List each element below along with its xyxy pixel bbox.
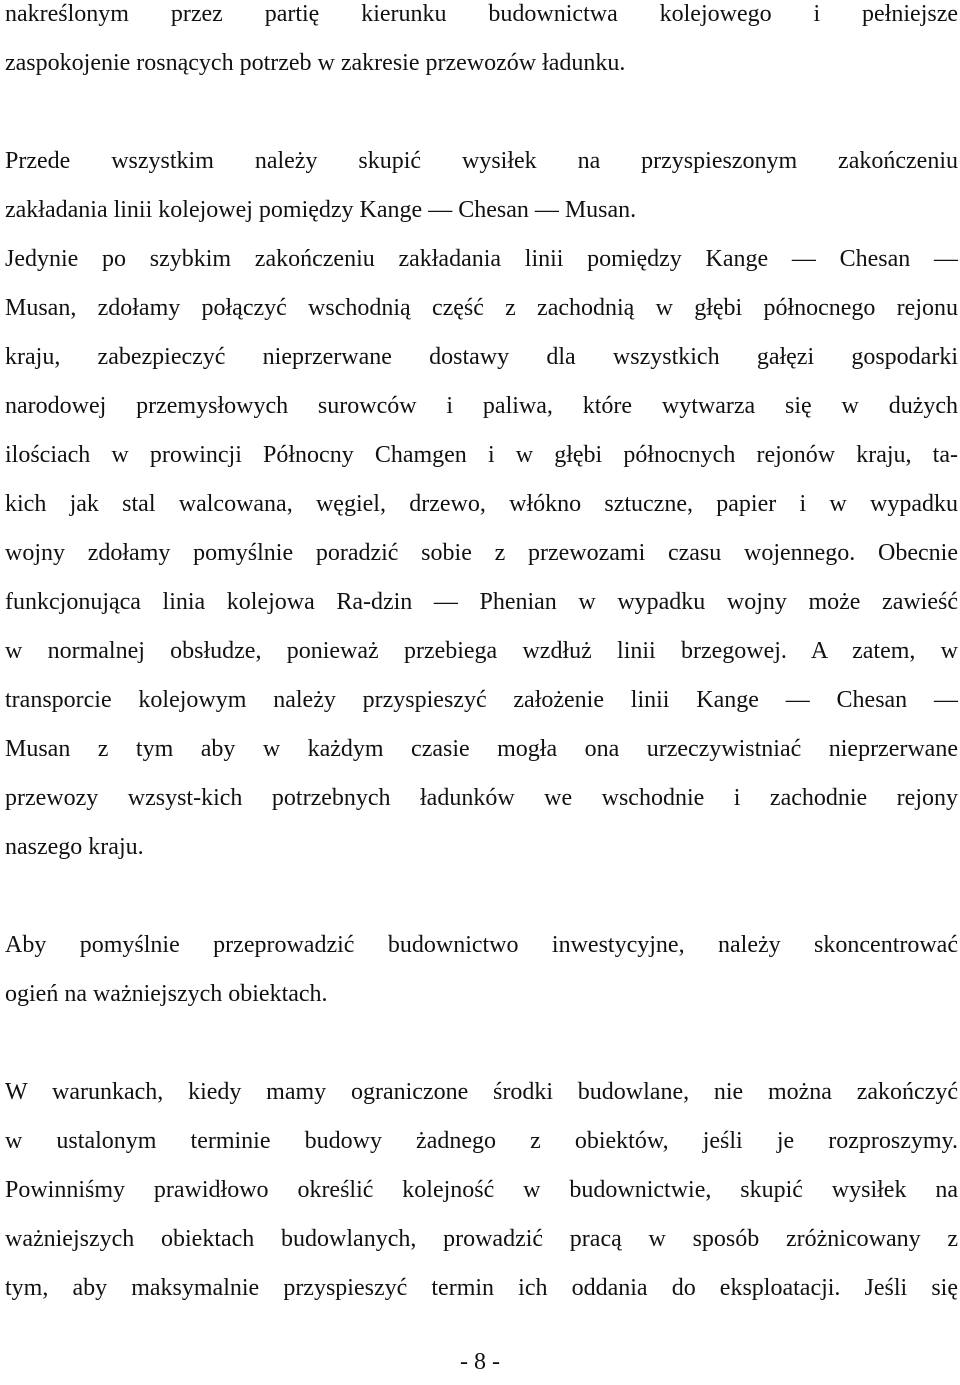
text-line: Przede wszystkim należy skupić wysiłek na przyspieszonym zakończeniu [5, 148, 958, 174]
text-line: ważniejszych obiektach budowlanych, prowadzić pracą w sposób zróżnicowany z [5, 1226, 958, 1252]
text-line: narodowej przemysłowych surowców i paliwa, które wytwarza się w dużych [5, 393, 958, 419]
text-line: funkcjonująca linia kolejowa Ra-dzin — Phenian w wypadku wojny może zawieść [5, 589, 958, 615]
text-line: W warunkach, kiedy mamy ograniczone środki budowlane, nie można zakończyć [5, 1079, 958, 1105]
text-line: Jedynie po szybkim zakończeniu zakładania linii pomiędzy Kange — Chesan — [5, 246, 958, 272]
text-line: kich jak stal walcowana, węgiel, drzewo, włókno sztuczne, papier i w wypadku [5, 491, 958, 517]
text-line: wojny zdołamy pomyślnie poradzić sobie z przewozami czasu wojennego. Obecnie [5, 540, 958, 566]
page-number: - 8 - [460, 1349, 500, 1375]
text-line: zaspokojenie rosnących potrzeb w zakresie przewozów ładunku. [5, 50, 626, 76]
text-line: transporcie kolejowym należy przyspieszyć założenie linii Kange — Chesan — [5, 687, 958, 713]
text-line: zakładania linii kolejowej pomiędzy Kange — Chesan — Musan. [5, 197, 637, 223]
text-line: Musan z tym aby w każdym czasie mogła ona urzeczywistniać nieprzerwane [5, 736, 958, 762]
text-line: w normalnej obsłudze, ponieważ przebiega wzdłuż linii brzegowej. A zatem, w [5, 638, 958, 664]
paragraph-gap [5, 872, 958, 921]
paragraph-gap [5, 88, 958, 137]
text-line: Powinniśmy prawidłowo określić kolejność w budownictwie, skupić wysiłek na [5, 1177, 958, 1203]
paragraph-gap [5, 1019, 958, 1068]
text-line: w ustalonym terminie budowy żadnego z obiektów, jeśli je rozproszymy. [5, 1128, 958, 1154]
body-text [5, 0, 958, 1313]
text-line: ogień na ważniejszych obiektach. [5, 981, 328, 1007]
text-line: przewozy wzsyst-kich potrzebnych ładunków we wschodnie i zachodnie rejony [5, 785, 958, 811]
text-line: naszego kraju. [5, 834, 144, 860]
text-line: Musan, zdołamy połączyć wschodnią część z zachodnią w głębi północnego rejonu [5, 295, 958, 321]
text-line: nakreślonym przez partię kierunku budownictwa kolejowego i pełniejsze [5, 1, 958, 27]
text-line: tym, aby maksymalnie przyspieszyć termin ich oddania do eksploatacji. Jeśli się [5, 1275, 958, 1301]
text-line: ilościach w prowincji Północny Chamgen i w głębi północnych rejonów kraju, ta- [5, 442, 958, 468]
text-line: Aby pomyślnie przeprowadzić budownictwo inwestycyjne, należy skoncentrować [5, 932, 958, 958]
text-line: kraju, zabezpieczyć nieprzerwane dostawy dla wszystkich gałęzi gospodarki [5, 344, 958, 370]
